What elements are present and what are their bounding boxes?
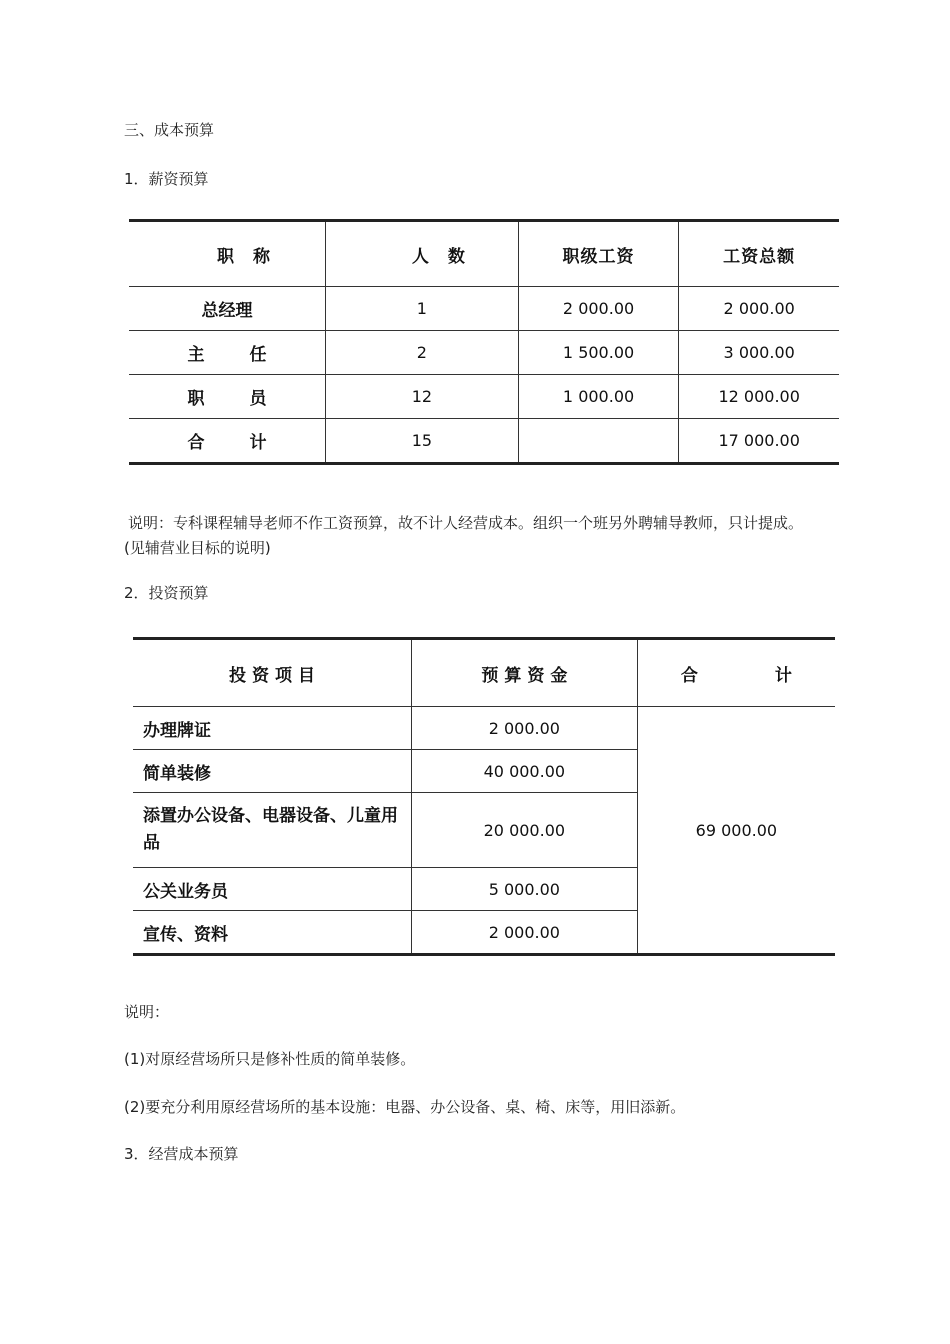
invest-cell-total: 69 000.00 <box>637 707 835 955</box>
table-row <box>129 375 839 419</box>
invest-cell-amount: 2 000.00 <box>411 707 637 750</box>
salary-cell-count: 1 <box>326 287 519 331</box>
invest-header-amount: 预算资金 <box>411 639 637 707</box>
salary-cell-grade-pay: 1 500.00 <box>518 331 679 375</box>
invest-cell-item: 公关业务员 <box>133 868 411 911</box>
salary-heading: 1．薪资预算 <box>124 170 209 188</box>
salary-cell-title: 总经理 <box>129 287 326 331</box>
invest-cell-item: 简单装修 <box>133 750 411 793</box>
table-row <box>129 331 839 375</box>
invest-note-item1: (1)对原经营场所只是修补性质的简单装修。 <box>124 1050 416 1068</box>
salary-cell-title: 主 任 <box>129 331 326 375</box>
salary-cell-grade-pay <box>518 419 679 464</box>
salary-cell-count: 12 <box>326 375 519 419</box>
salary-cell-grade-pay: 1 000.00 <box>518 375 679 419</box>
invest-cell-amount: 20 000.00 <box>411 793 637 868</box>
table-row <box>129 287 839 331</box>
salary-cell-title: 合 计 <box>129 419 326 464</box>
salary-header-count: 人 数 <box>326 221 519 287</box>
section-heading: 三、成本预算 <box>124 121 215 139</box>
invest-note-label: 说明： <box>124 1003 170 1021</box>
invest-cell-amount: 5 000.00 <box>411 868 637 911</box>
salary-table <box>129 219 839 465</box>
invest-cell-amount: 40 000.00 <box>411 750 637 793</box>
salary-cell-total: 17 000.00 <box>679 419 839 464</box>
table-row <box>129 419 839 464</box>
salary-header-title: 职 称 <box>129 221 326 287</box>
salary-cell-count: 15 <box>326 419 519 464</box>
invest-header-total: 合 计 <box>637 639 835 707</box>
salary-header-grade-pay: 职级工资 <box>518 221 679 287</box>
invest-heading: 2．投资预算 <box>124 584 209 602</box>
salary-cell-total: 12 000.00 <box>679 375 839 419</box>
invest-note-item2: (2)要充分利用原经营场所的基本设施：电器、办公设备、桌、椅、床等，用旧添新。 <box>124 1098 686 1116</box>
salary-cell-grade-pay: 2 000.00 <box>518 287 679 331</box>
salary-cell-title: 职 员 <box>129 375 326 419</box>
invest-cell-item: 宣传、资料 <box>133 911 411 955</box>
operating-heading: 3．经营成本预算 <box>124 1145 239 1163</box>
salary-header-row <box>129 221 839 287</box>
salary-header-total: 工资总额 <box>679 221 839 287</box>
salary-cell-total: 2 000.00 <box>679 287 839 331</box>
table-row <box>133 707 835 750</box>
invest-cell-item: 办理牌证 <box>133 707 411 750</box>
invest-header-item: 投资项目 <box>133 639 411 707</box>
invest-table <box>133 637 835 956</box>
salary-cell-count: 2 <box>326 331 519 375</box>
salary-note-line1: 说明：专科课程辅导老师不作工资预算，故不计人经营成本。组织一个班另外聘辅导教师，只计提成。 <box>128 514 804 532</box>
invest-header-row <box>133 639 835 707</box>
salary-cell-total: 3 000.00 <box>679 331 839 375</box>
salary-note-line2: (见辅营业目标的说明) <box>124 539 271 557</box>
invest-cell-amount: 2 000.00 <box>411 911 637 955</box>
salary-note <box>124 511 864 535</box>
invest-cell-item: 添置办公设备、电器设备、儿童用品 <box>133 793 411 868</box>
